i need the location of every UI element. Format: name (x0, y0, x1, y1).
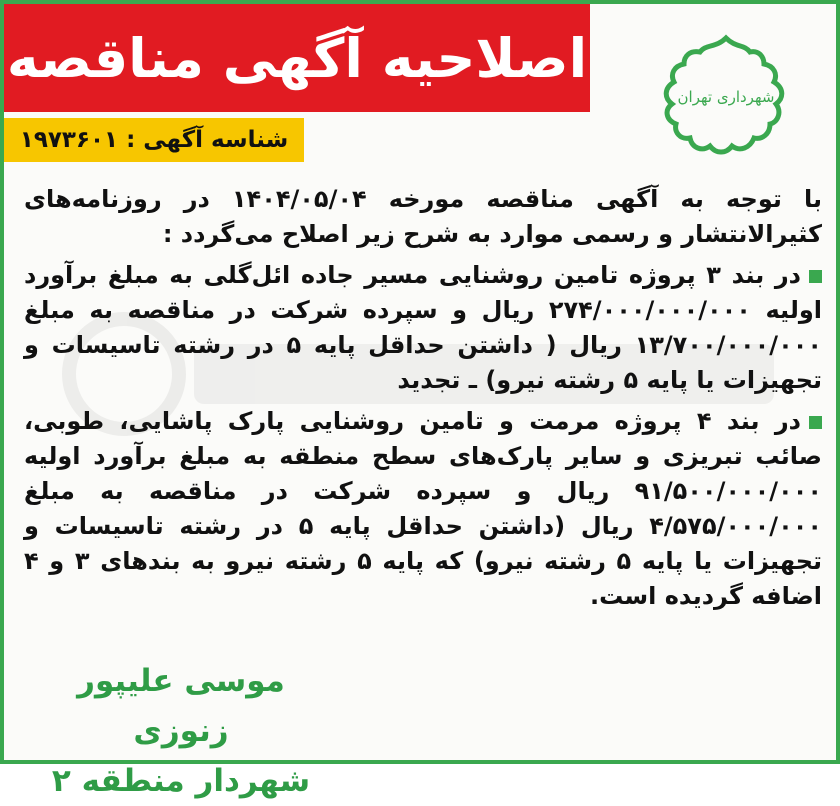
notice-item (24, 404, 822, 614)
notice-body (24, 182, 822, 620)
bullet-square-icon (809, 270, 822, 283)
notice-item-text: در بند ۴ پروژه مرمت و تامین روشنایی پارک پاشایی، طوبی، صائب تبریزی و سایر پارک‌های سطح منطقه به مبلغ برآورد اولیه ۹۱/۵۰۰/۰۰۰/۰۰۰ ریال و سپرده شرکت در مناقصه به مبلغ ۴/۵۷۵/۰۰۰/۰۰۰ ریال (داشتن حداقل پایه ۵ در رشته تاسیسات و تجهیزات یا پایه ۵ رشته نیرو) که پایه ۵ رشته نیرو به بندهای ۳ و ۴ اضافه گردیده است. (24, 407, 823, 610)
signature-title: شهردار منطقه ۲ (51, 763, 311, 799)
notice-id-label: شناسه آگهی : (126, 127, 289, 153)
signature-block (26, 656, 336, 806)
notice-id-bar (4, 118, 304, 162)
signature-name: موسی علیپور زنوزی (77, 663, 285, 749)
notice-title: اصلاحیه آگهی مناقصه (6, 26, 588, 90)
title-banner (4, 4, 590, 112)
notice-id-value: ۱۹۷۳۶۰۱ (19, 127, 119, 153)
bullet-square-icon (809, 416, 822, 429)
municipality-logo (660, 30, 792, 162)
notice-intro: با توجه به آگهی مناقصه مورخه ۱۴۰۴/۰۵/۰۴ در روزنامه‌های کثیرالانتشار و رسمی موارد به شرح زیر اصلاح می‌گردد : (24, 185, 822, 248)
logo-text: شهرداری تهران (677, 88, 775, 106)
notice-item-text: در بند ۳ پروژه تامین روشنایی مسیر جاده ائل‌گلی به مبلغ برآورد اولیه ۲۷۴/۰۰۰/۰۰۰/۰۰۰ ریال و سپرده شرکت در مناقصه به مبلغ ۱۳/۷۰۰/۰۰۰/۰۰۰ ریال ( داشتن حداقل پایه ۵ در رشته تاسیسات و تجهیزات یا پایه ۵ رشته نیرو) ـ تجدید (24, 261, 823, 394)
notice-item (24, 258, 822, 398)
